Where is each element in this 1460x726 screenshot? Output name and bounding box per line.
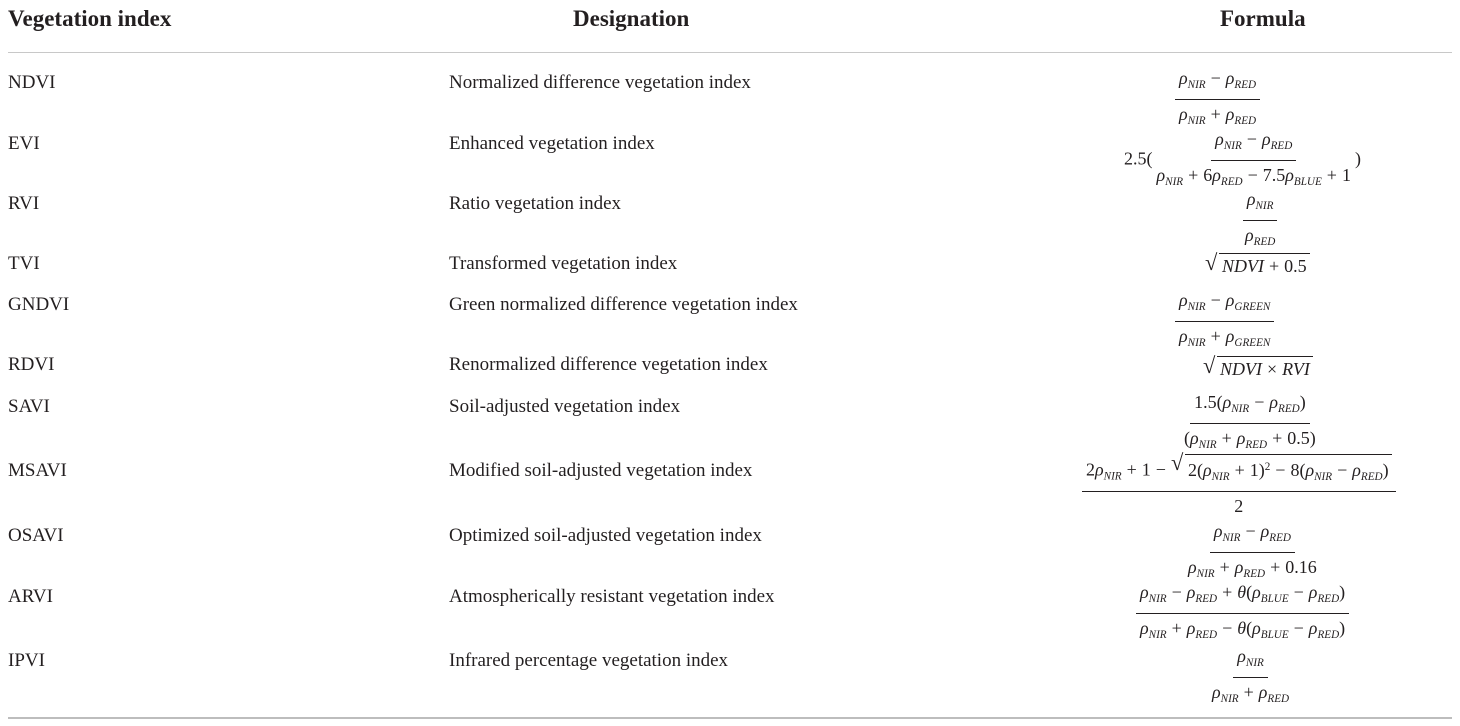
fraction: $\frac{\rho_{NIR} - \rho_{RED} + \theta(\rho_{BLUE} - \rho_{RED})}{\rho_{NIR} + \rho_{RED} - \theta(\rho_{BLUE} - \rho_{RED})}$ [1136, 580, 1349, 647]
fraction: $\frac{\rho_{NIR} - \rho_{RED}}{\rho_{NIR} + \rho_{RED} + 0.16}$ [1188, 521, 1317, 580]
index-designation: Normalized difference vegetation index [449, 72, 751, 93]
formula-gndvi [1175, 288, 1460, 355]
formula-arvi [1136, 580, 1460, 647]
column-header-designation: Designation [573, 6, 690, 31]
index-abbreviation: GNDVI [8, 294, 70, 315]
index-designation: Ratio vegetation index [449, 193, 622, 214]
formula-rvi [1241, 187, 1460, 254]
square-root: √ NDVI + 0.5 [1205, 253, 1310, 278]
formula-evi: 2.5( $\frac{\rho_{NIR} - \rho_{RED}}{\rho_{NIR} + 6\rho_{RED} - 7.5\rho_{BLUE} + 1}$ ) [1124, 127, 1460, 194]
index-abbreviation: OSAVI [8, 525, 64, 546]
formula-osavi [1184, 519, 1460, 586]
index-abbreviation: TVI [8, 253, 40, 274]
square-root: √ NDVI × RVI [1203, 356, 1313, 381]
formula-ndvi [1175, 66, 1460, 133]
index-designation: Green normalized difference vegetation index [449, 294, 798, 315]
fraction: $\frac{\rho_{NIR} - \rho_{RED}}{\rho_{NIR} + 6\rho_{RED} - 7.5\rho_{BLUE} + 1}$ [1156, 129, 1351, 188]
index-designation: Transformed vegetation index [449, 253, 678, 274]
index-abbreviation: SAVI [8, 396, 50, 417]
index-designation: Soil-adjusted vegetation index [449, 396, 681, 417]
fraction: $\frac{\rho_{NIR} - \rho_{GREEN}}{\rho_{NIR} + \rho_{GREEN}}$ [1175, 288, 1274, 355]
index-designation: Enhanced vegetation index [449, 133, 655, 154]
column-header-formula: Formula [1220, 6, 1306, 31]
square-root: √ $2(\rho_{NIR} + 1)^2 - 8(\rho_{NIR} - \rho_{RED})$ [1171, 454, 1392, 489]
index-designation: Infrared percentage vegetation index [449, 650, 729, 671]
formula-tvi [1205, 250, 1460, 278]
index-abbreviation: EVI [8, 133, 40, 154]
formula-rdvi [1203, 353, 1460, 381]
index-designation: Optimized soil-adjusted vegetation index [449, 525, 762, 546]
formula-msavi [1082, 450, 1460, 518]
header-rule [8, 52, 1452, 53]
index-abbreviation: MSAVI [8, 460, 67, 481]
fraction: $\frac{1.5(\rho_{NIR} - \rho_{RED})}{(\rho_{NIR} + \rho_{RED} + 0.5)}$ [1184, 392, 1316, 451]
fraction: $2\rho_{NIR} + 1$ − √ $2(\rho_{NIR} + 1)^2 - 8(\rho_{NIR} - \rho_{RED})$ 2 [1082, 454, 1396, 518]
index-designation: Modified soil-adjusted vegetation index [449, 460, 753, 481]
index-designation: Atmospherically resistant vegetation index [449, 586, 775, 607]
fraction: $\frac{\rho_{NIR}}{\rho_{NIR} + \rho_{RED}}$ [1212, 646, 1290, 705]
column-header-vegetation-index: Vegetation index [8, 6, 172, 31]
fraction: $\frac{\rho_{NIR} - \rho_{RED}}{\rho_{NIR} + \rho_{RED}}$ [1175, 66, 1260, 133]
footer-rule [8, 717, 1452, 719]
index-designation: Renormalized difference vegetation index [449, 354, 768, 375]
formula-savi [1180, 390, 1460, 457]
index-abbreviation: RVI [8, 193, 40, 214]
formula-ipvi [1208, 644, 1460, 711]
index-abbreviation: RDVI [8, 354, 55, 375]
index-abbreviation: NDVI [8, 72, 56, 93]
index-abbreviation: IPVI [8, 650, 45, 671]
index-abbreviation: ARVI [8, 586, 53, 607]
fraction: $\frac{\rho_{NIR}}{\rho_{RED}}$ [1241, 187, 1279, 254]
